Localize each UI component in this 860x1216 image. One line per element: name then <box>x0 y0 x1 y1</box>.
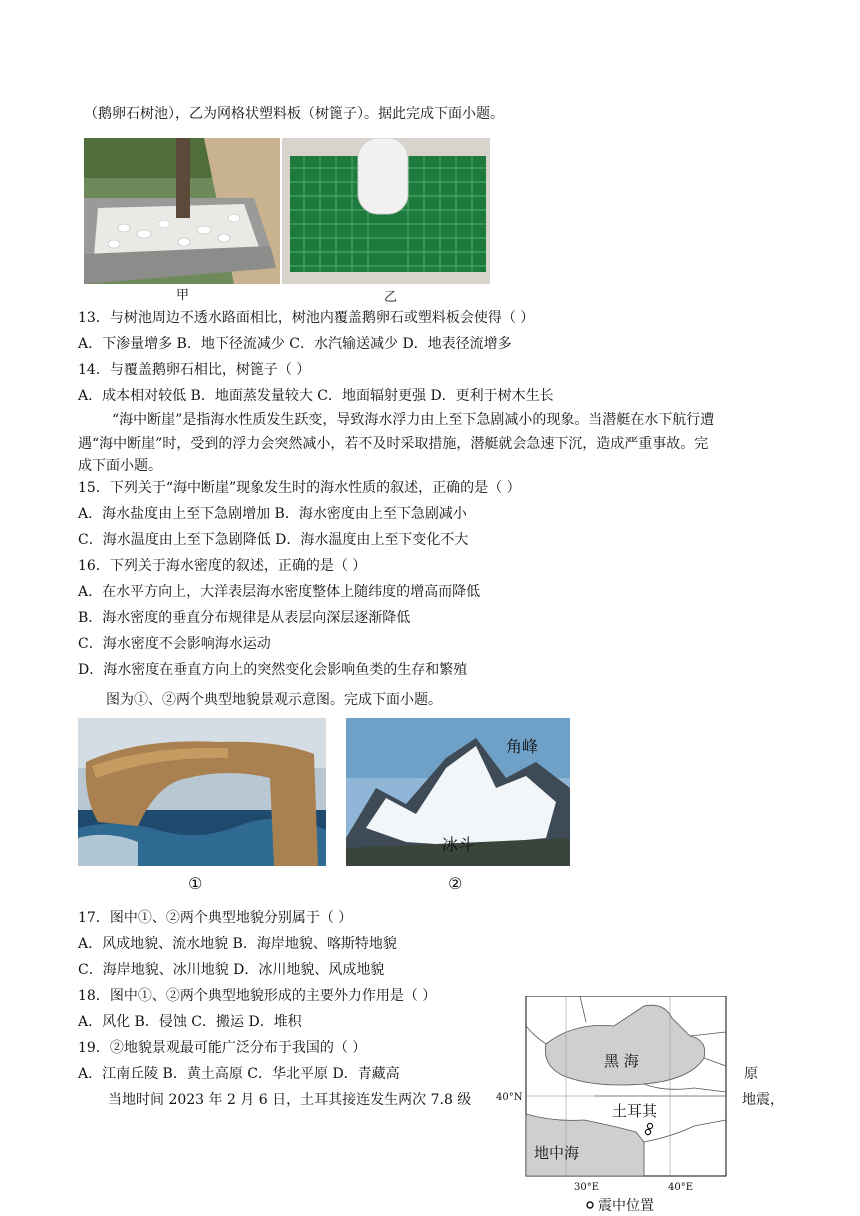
tree-pit-photos <box>84 138 490 284</box>
q15-stem: 15．下列关于“海中断崖”现象发生时的海水性质的叙述，正确的是（ ） <box>78 480 521 496</box>
sea-passage-line1: “海中断崖”是指海水性质发生跃变，导致海水浮力由上至下急剧减小的现象。当潜艇在水下航行遭 <box>112 412 715 428</box>
photo-label-a: 甲 <box>176 288 190 303</box>
q19-stem: 19．②地貌景观最可能广泛分布于我国的（ ） <box>78 1040 367 1056</box>
legend-label: 震中位置 <box>598 1198 654 1214</box>
lat-label: 40°N <box>496 1092 523 1103</box>
epicenter-marker-1 <box>647 1123 652 1128</box>
q15-options-cd: C．海水温度由上至下急剧降低 D．海水温度由上至下变化不大 <box>78 532 469 548</box>
q19-options: A．江南丘陵 B．黄土高原 C．华北平原 D．青藏高 <box>78 1066 400 1082</box>
q17-options-cd: C．海岸地貌、冰川地貌 D．冰川地貌、风成地貌 <box>78 962 385 978</box>
landform-label-2: ② <box>448 874 463 893</box>
epicenter-marker-2 <box>645 1129 650 1134</box>
peak-label: 角峰 <box>506 737 539 756</box>
legend-epicenter-icon <box>587 1202 593 1208</box>
cirque-label: 冰斗 <box>442 835 475 854</box>
q19-options-tail: 原 <box>744 1066 758 1082</box>
turkey-label: 土耳其 <box>612 1102 658 1120</box>
grid-tree-pit-photo <box>282 138 490 284</box>
q16-option-a: A．在水平方向上，大洋表层海水密度整体上随纬度的增高而降低 <box>78 584 481 600</box>
photo-label-b: 乙 <box>384 290 398 305</box>
q18-options: A．风化 B．侵蚀 C．搬运 D．堆积 <box>78 1014 302 1030</box>
sea-passage-line2: 遇“海中断崖”时，受到的浮力会突然减小，若不及时采取措施，潜艇就会急速下沉，造成严重事故。完 <box>78 436 709 452</box>
mediterranean-label: 地中海 <box>534 1144 580 1162</box>
lon-label-30: 30°E <box>574 1182 600 1193</box>
q16-option-c: C．海水密度不会影响海水运动 <box>78 636 271 652</box>
glacier-peak-photo <box>346 718 570 866</box>
q14-options: A．成本相对较低 B．地面蒸发量较大 C．地面辐射更强 D．更利于树木生长 <box>78 388 554 404</box>
quake-passage-line1: 当地时间 2023 年 2 月 6 日，土耳其接连发生两次 7.8 级 <box>108 1092 472 1108</box>
q17-stem: 17．图中①、②两个典型地貌分别属于（ ） <box>78 910 353 926</box>
sea-passage-line3: 成下面小题。 <box>78 458 162 474</box>
landform-intro: 图为①、②两个典型地貌景观示意图。完成下面小题。 <box>106 692 442 708</box>
q16-option-b: B．海水密度的垂直分布规律是从表层向深层逐渐降低 <box>78 610 411 626</box>
sea-arch-photo <box>78 718 326 866</box>
intro-text: （鹅卵石树池），乙为网格状塑料板（树篦子）。据此完成下面小题。 <box>84 106 504 122</box>
q16-option-d: D．海水密度在垂直方向上的突然变化会影响鱼类的生存和繁殖 <box>78 662 468 678</box>
lon-label-40: 40°E <box>668 1182 694 1193</box>
pebble-tree-pit-photo <box>84 138 280 284</box>
q18-stem: 18．图中①、②两个典型地貌形成的主要外力作用是（ ） <box>78 988 437 1004</box>
q14-stem: 14．与覆盖鹅卵石相比，树篦子（ ） <box>78 362 311 378</box>
q15-options-ab: A．海水盐度由上至下急剧增加 B．海水密度由上至下急剧减小 <box>78 506 467 522</box>
q13-options: A．下渗量增多 B．地下径流减少 C．水汽输送减少 D．地表径流增多 <box>78 336 512 352</box>
q17-options-ab: A．风成地貌、流水地貌 B．海岸地貌、喀斯特地貌 <box>78 936 397 952</box>
quake-passage-line1-tail: 地震， <box>742 1092 784 1108</box>
turkey-map <box>494 996 744 1214</box>
q16-stem: 16．下列关于海水密度的叙述，正确的是（ ） <box>78 558 367 574</box>
landform-label-1: ① <box>188 874 203 893</box>
black-sea-label: 黑 海 <box>604 1052 639 1070</box>
q13-stem: 13．与树池周边不透水路面相比，树池内覆盖鹅卵石或塑料板会使得（ ） <box>78 310 535 326</box>
